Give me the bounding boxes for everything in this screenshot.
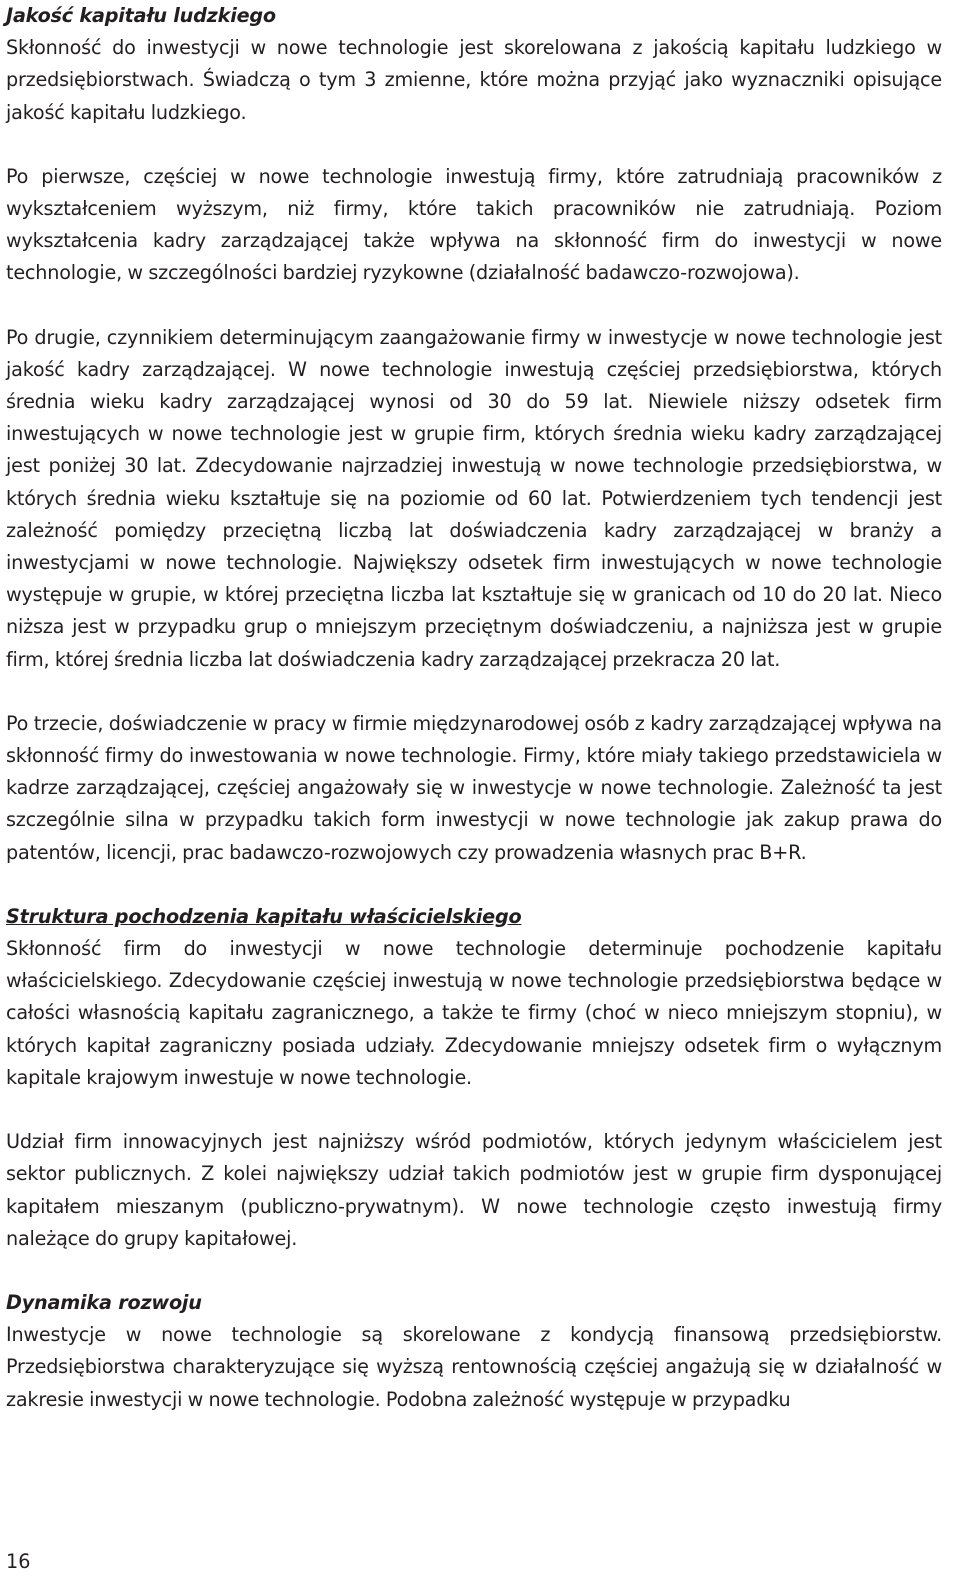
paragraph-human-capital-first: Po pierwsze, częściej w nowe technologie inwestują firmy, które zatrudniają pracowników z wykształceniem wyższym, niż firmy, które takich pracowników nie zatrudniają. Poziom wykształcenia kadry zarządzającej także wpływa na skłonność firm do inwestycji w nowe technologie, w szczególności bardziej ryzykowne (działalność badawczo-rozwojowa). (6, 164, 942, 285)
paragraph-spacer (6, 1094, 942, 1126)
paragraph-human-capital-intro: Skłonność do inwestycji w nowe technologie jest skorelowana z jakością kapitału ludzkiego w przedsiębiorstwach. Świadczą o tym 3 zmienne, które można przyjąć jako wyznaczniki opisujące jakość kapitału ludzkiego. (6, 36, 942, 124)
paragraph-human-capital-second: Po drugie, czynnikiem determinującym zaangażowanie firmy w inwestycje w nowe technologie jest jakość kadry zarządzającej. W nowe technologie inwestują częściej przedsiębiorstwa, których średnia wieku kadry zarządzającej wynosi od 30 do 59 lat. Niewiele niższy odsetek firm inwestujących w nowe technologie jest w grupie firm, których średnia wieku kadry zarządzającej jest poniżej 30 lat. Zdecydowanie najrzadziej inwestują w nowe technologie przedsiębiorstwa, w których średnia wieku kształtuje się na poziomie od 60 lat. Potwierdzeniem tych tendencji jest zależność pomiędzy przeciętną liczbą lat doświadczenia kadry zarządzającej w branży a inwestycjami w nowe technologie. Największy odsetek firm inwestujących w nowe technologie występuje w grupie, w której przeciętna liczba lat kształtuje się w granicach od 10 do 20 lat. Nieco niższa jest w przypadku grup o mniejszym przeciętnym doświadczeniu, a najniższa jest w grupie firm, której średnia liczba lat doświadczenia kadry zarządzającej przekracza 20 lat. (6, 325, 942, 671)
paragraph-spacer (6, 290, 942, 322)
page-number: 16 (6, 1550, 31, 1573)
paragraph-ownership-share: Udział firm innowacyjnych jest najniższy wśród podmiotów, których jedynym właścicielem jest sektor publicznych. Z kolei największy udział takich podmiotów jest w grupie firm dysponującej kapitałem mieszanym (publiczno-prywatnym). W nowe technologie często inwestują firmy należące do grupy kapitałowej. (6, 1130, 942, 1250)
section-heading-ownership: Struktura pochodzenia kapitału właścicielskiego (6, 904, 522, 928)
paragraph-growth-intro: Inwestycje w nowe technologie są skorelowane z kondycją finansową przedsiębiorstw. Przedsiębiorstwa charakteryzujące się wyższą rentownością częściej angażują się w działalność w zakresie inwestycji w nowe technologie. Podobna zależność występuje w przypadku (6, 1323, 942, 1411)
document-page (6, 0, 942, 1416)
paragraph-human-capital-third: Po trzecie, doświadczenie w pracy w firmie międzynarodowej osób z kadry zarządzającej wpływa na skłonność firmy do inwestowania w nowe technologie. Firmy, które miały takiego przedstawiciela w kadrze zarządzającej, częściej angażowały się w inwestycje w nowe technologie. Zależność ta jest szczególnie silna w przypadku takich form inwestycji w nowe technologie jak zakup prawa do patentów, licencji, prac badawczo-rozwojowych czy prowadzenia własnych prac B+R. (6, 711, 942, 864)
paragraph-spacer (6, 1255, 942, 1287)
paragraph-spacer (6, 129, 942, 161)
paragraph-spacer (6, 676, 942, 708)
paragraph-ownership-intro: Skłonność firm do inwestycji w nowe technologie determinuje pochodzenie kapitału właścicielskiego. Zdecydowanie częściej inwestują w nowe technologie przedsiębiorstwa będące w całości własnością kapitału zagranicznego, a także te firmy (choć w nieco mniejszym stopniu), w których kapitał zagraniczny posiada udziały. Zdecydowanie mniejszy odsetek firm o wyłącznym kapitale krajowym inwestuje w nowe technologie. (6, 937, 942, 1089)
section-heading-human-capital: Jakość kapitału ludzkiego (6, 4, 276, 27)
section-heading-growth: Dynamika rozwoju (6, 1290, 202, 1314)
paragraph-spacer (6, 869, 942, 901)
